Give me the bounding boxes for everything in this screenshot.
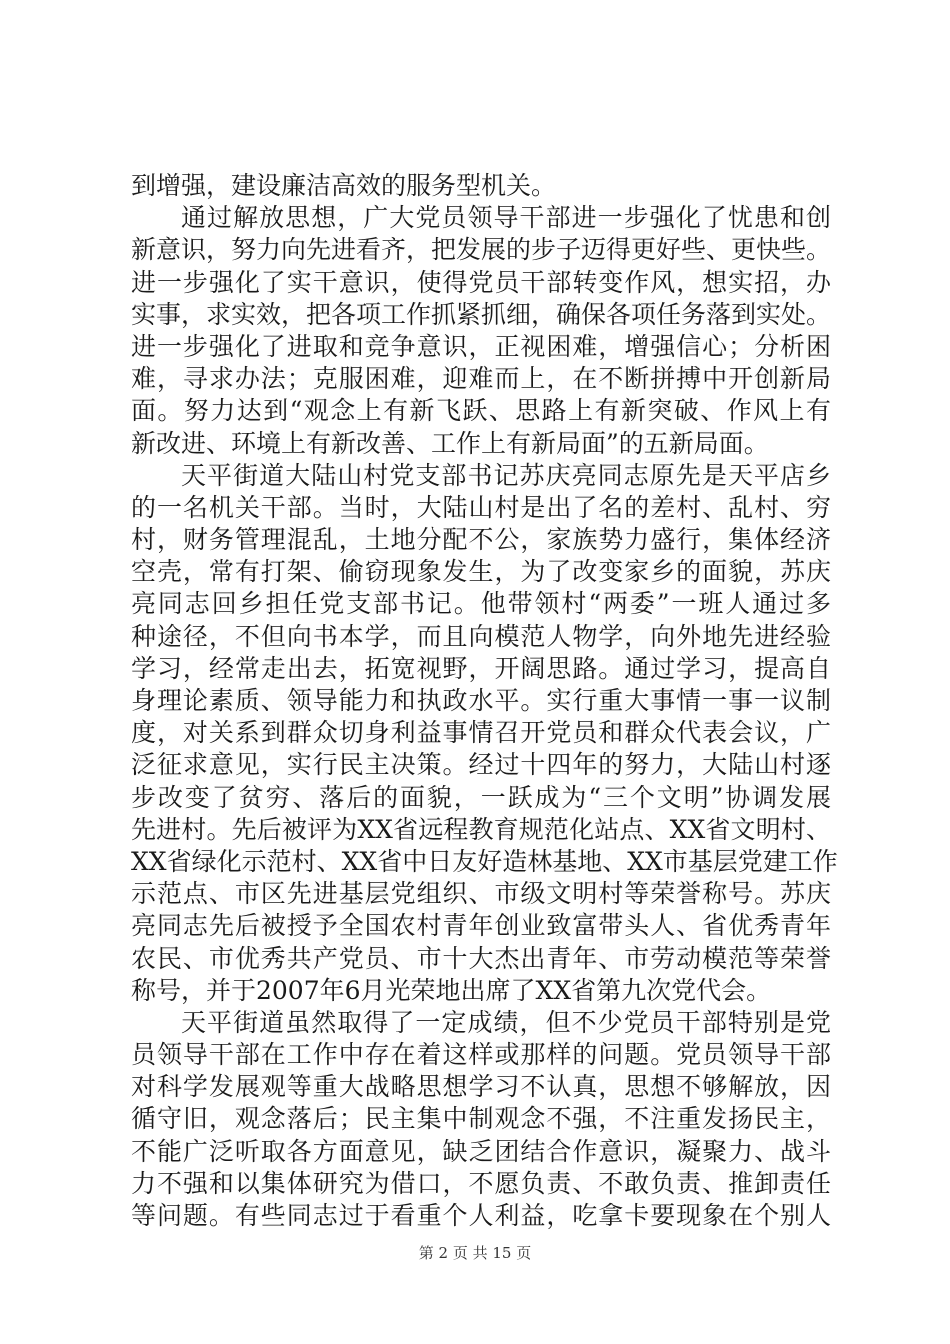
text-line: XX省绿化示范村、XX省中日友好造林基地、XX市基层党建工作 xyxy=(131,846,838,876)
text-line: 通过解放思想，广大党员领导干部进一步强化了忧患和创 xyxy=(181,203,831,233)
text-line: 对科学发展观等重大战略思想学习不认真，思想不够解放，因 xyxy=(131,1072,831,1102)
text-line: 亮同志先后被授予全国农村青年创业致富带头人、省优秀青年 xyxy=(131,911,831,941)
text-line: 进一步强化了实干意识，使得党员干部转变作风，想实招，办 xyxy=(131,267,831,297)
text-line: 步改变了贫穷、落后的面貌，一跃成为“三个文明”协调发展 xyxy=(131,782,831,812)
text-line: 农民、市优秀共产党员、市十大杰出青年、市劳动模范等荣誉 xyxy=(131,943,831,973)
text-line: 实事，求实效，把各项工作抓紧抓细，确保各项任务落到实处。 xyxy=(131,299,832,329)
text-line: 先进村。先后被评为XX省远程教育规范化站点、XX省文明村、 xyxy=(131,814,831,844)
text-line: 到增强，建设廉洁高效的服务型机关。 xyxy=(131,171,557,200)
text-line: 面。努力达到“观念上有新飞跃、思路上有新突破、作风上有 xyxy=(131,396,831,426)
page-footer: 第 2 页 共 15 页 xyxy=(418,1244,532,1262)
text-line: 新改进、环境上有新改善、工作上有新局面”的五新局面。 xyxy=(131,428,769,458)
text-line: 村，财务管理混乱，土地分配不公，家族势力盛行，集体经济 xyxy=(131,525,831,555)
text-line: 天平街道大陆山村党支部书记苏庆亮同志原先是天平店乡 xyxy=(181,460,831,490)
text-line: 新意识，努力向先进看齐，把发展的步子迈得更好些、更快些。 xyxy=(131,235,832,265)
text-line: 不能广泛听取各方面意见，缺乏团结合作意识，凝聚力、战斗 xyxy=(131,1136,831,1166)
text-line: 称号，并于2007年6月光荣地出席了XX省第九次党代会。 xyxy=(131,975,772,1005)
text-line: 天平街道虽然取得了一定成绩，但不少党员干部特别是党 xyxy=(181,1007,831,1037)
text-line: 的一名机关干部。当时，大陆山村是出了名的差村、乱村、穷 xyxy=(131,492,831,522)
body-text xyxy=(131,170,838,1232)
text-line: 亮同志回乡担任党支部书记。他带领村“两委”一班人通过多 xyxy=(131,589,831,619)
text-line: 力不强和以集体研究为借口，不愿负责、不敢负责、推卸责任 xyxy=(131,1168,831,1198)
text-line: 学习，经常走出去，拓宽视野，开阔思路。通过学习，提高自 xyxy=(131,653,831,683)
text-line: 身理论素质、领导能力和执政水平。实行重大事情一事一议制 xyxy=(131,686,831,715)
text-line: 难，寻求办法；克服困难，迎难而上，在不断拼搏中开创新局 xyxy=(131,364,831,394)
text-line: 种途径，不但向书本学，而且向模范人物学，向外地先进经验 xyxy=(131,621,831,651)
text-line: 员领导干部在工作中存在着这样或那样的问题。党员领导干部 xyxy=(131,1040,831,1070)
text-line: 进一步强化了进取和竞争意识，正视困难，增强信心；分析困 xyxy=(131,331,831,361)
text-line: 循守旧，观念落后；民主集中制观念不强，不注重发扬民主， xyxy=(131,1104,831,1134)
text-line: 等问题。有些同志过于看重个人利益，吃拿卡要现象在个别人 xyxy=(131,1201,831,1230)
text-line: 泛征求意见，实行民主决策。经过十四年的努力，大陆山村逐 xyxy=(131,750,831,780)
text-line: 度，对关系到群众切身利益事情召开党员和群众代表会议，广 xyxy=(131,718,831,748)
text-line: 空壳，常有打架、偷窃现象发生，为了改变家乡的面貌，苏庆 xyxy=(131,557,831,587)
text-line: 示范点、市区先进基层党组织、市级文明村等荣誉称号。苏庆 xyxy=(131,879,831,909)
